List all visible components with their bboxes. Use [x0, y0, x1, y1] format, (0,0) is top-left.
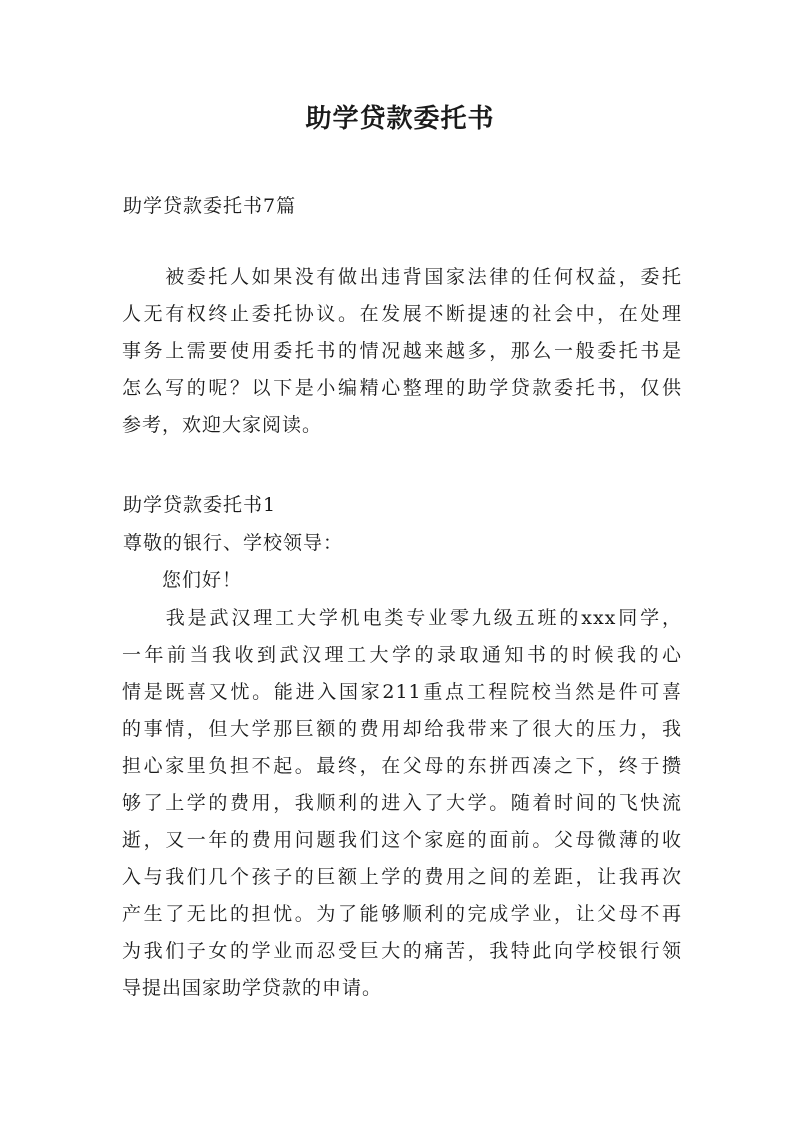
body-paragraph [122, 600, 682, 1007]
intro-paragraph [122, 259, 682, 444]
salutation: 尊敬的银行、学校领导： [123, 532, 344, 554]
body-line: 入与我们几个孩子的巨额上学的费用之间的差距，让我再次 [122, 866, 682, 888]
body-line: 够了上学的费用，我顺利的进入了大学。随着时间的飞快流 [122, 792, 682, 814]
intro-line: 事务上需要使用委托书的情况越来越多，那么一般委托书是 [122, 340, 682, 362]
intro-line: 人无有权终止委托协议。在发展不断提速的社会中，在处理 [122, 303, 682, 325]
intro-line: 怎么写的呢？以下是小编精心整理的助学贷款委托书，仅供 [122, 377, 682, 399]
body-line: 我是武汉理工大学机电类专业零九级五班的xxx同学， [122, 607, 682, 629]
document-subtitle: 助学贷款委托书7篇 [123, 195, 297, 217]
body-line: 逝，又一年的费用问题我们这个家庭的面前。父母微薄的收 [122, 829, 682, 851]
body-line: 一年前当我收到武汉理工大学的录取通知书的时候我的心 [122, 644, 682, 666]
body-line: 为我们子女的学业而忍受巨大的痛苦，我特此向学校银行领 [122, 940, 682, 962]
document-title: 助学贷款委托书 [305, 104, 495, 134]
body-line: 导提出国家助学贷款的申请。 [122, 977, 383, 999]
body-line: 担心家里负担不起。最终，在父母的东拼西凑之下，终于攒 [122, 755, 682, 777]
intro-line: 被委托人如果没有做出违背国家法律的任何权益，委托 [122, 266, 682, 288]
greeting: 您们好！ [162, 569, 243, 591]
body-line: 产生了无比的担忧。为了能够顺利的完成学业，让父母不再 [122, 903, 682, 925]
body-line: 的事情，但大学那巨额的费用却给我带来了很大的压力，我 [122, 718, 682, 740]
body-line: 情是既喜又忧。能进入国家211重点工程院校当然是件可喜 [122, 681, 682, 703]
section-heading: 助学贷款委托书1 [123, 494, 277, 516]
intro-line: 参考，欢迎大家阅读。 [122, 414, 323, 436]
